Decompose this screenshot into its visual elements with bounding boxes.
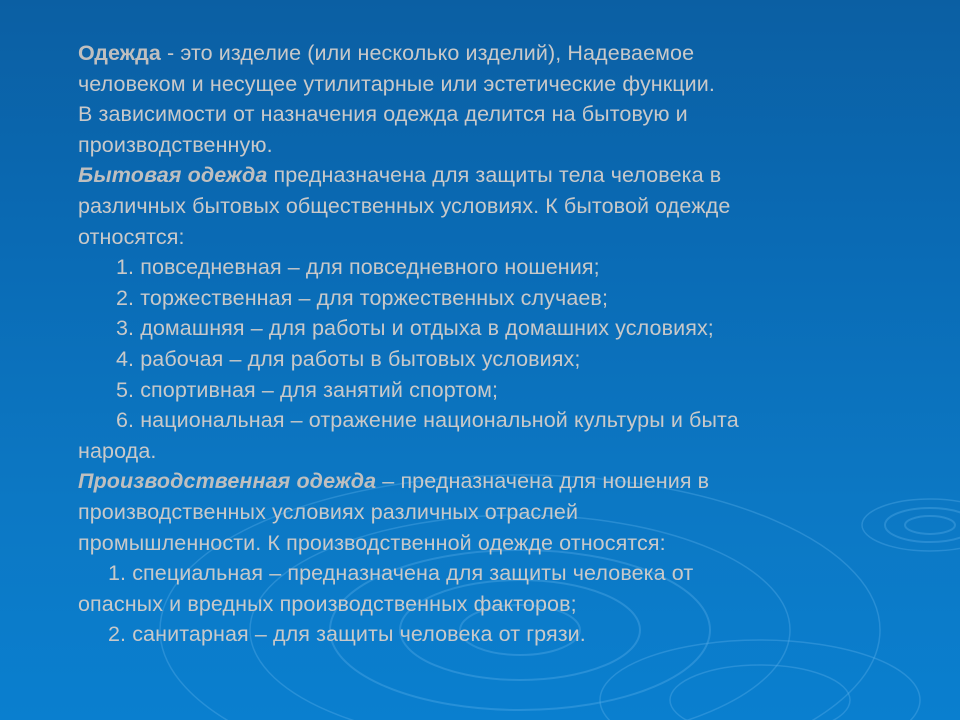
household-line-2: различных бытовых общественных условиях. К бытовой одежде (78, 193, 731, 218)
intro-line-3: В зависимости от назначения одежда делится на бытовую и (78, 102, 688, 127)
household-item-4: 4. рабочая – для работы в бытовых условиях; (116, 346, 581, 371)
industrial-line-1: Производственная одежда – предназначена для ношения в (78, 469, 710, 494)
household-item-6-continued: народа. (78, 438, 157, 463)
household-item-5: 5. спортивная – для занятий спортом; (116, 377, 499, 402)
intro-line-1: Одежда - это изделие (или несколько изделий), Надеваемое (78, 41, 695, 65)
household-item-1: 1. повседневная – для повседневного ношения; (116, 255, 600, 280)
term-industrial-clothing: Производственная одежда (78, 469, 377, 494)
industrial-line-2: производственных условиях различных отраслей (78, 499, 579, 524)
industrial-line-3: промышленности. К производственной одежде относятся: (78, 530, 666, 555)
intro-line-2: человеком и несущее утилитарные или эстетические функции. (78, 71, 715, 96)
industrial-item-1-continued: опасных и вредных производственных факторов; (78, 591, 577, 616)
household-item-3: 3. домашняя – для работы и отдыха в домашних условиях; (116, 316, 714, 341)
industrial-item-2: 2. санитарная – для защиты человека от грязи. (108, 622, 586, 647)
household-item-2: 2. торжественная – для торжественных случаев; (116, 285, 609, 310)
intro-line-4: производственную. (78, 132, 273, 157)
industrial-item-1: 1. специальная – предназначена для защиты человека от (108, 561, 694, 586)
slide-body (78, 38, 908, 650)
term-household-clothing: Бытовая одежда (78, 163, 268, 188)
household-line-1: Бытовая одежда предназначена для защиты тела человека в (78, 163, 722, 188)
household-item-6: 6. национальная – отражение национальной культуры и быта (116, 408, 739, 433)
household-line-3: относятся: (78, 224, 185, 249)
term-clothing: Одежда (78, 41, 161, 65)
